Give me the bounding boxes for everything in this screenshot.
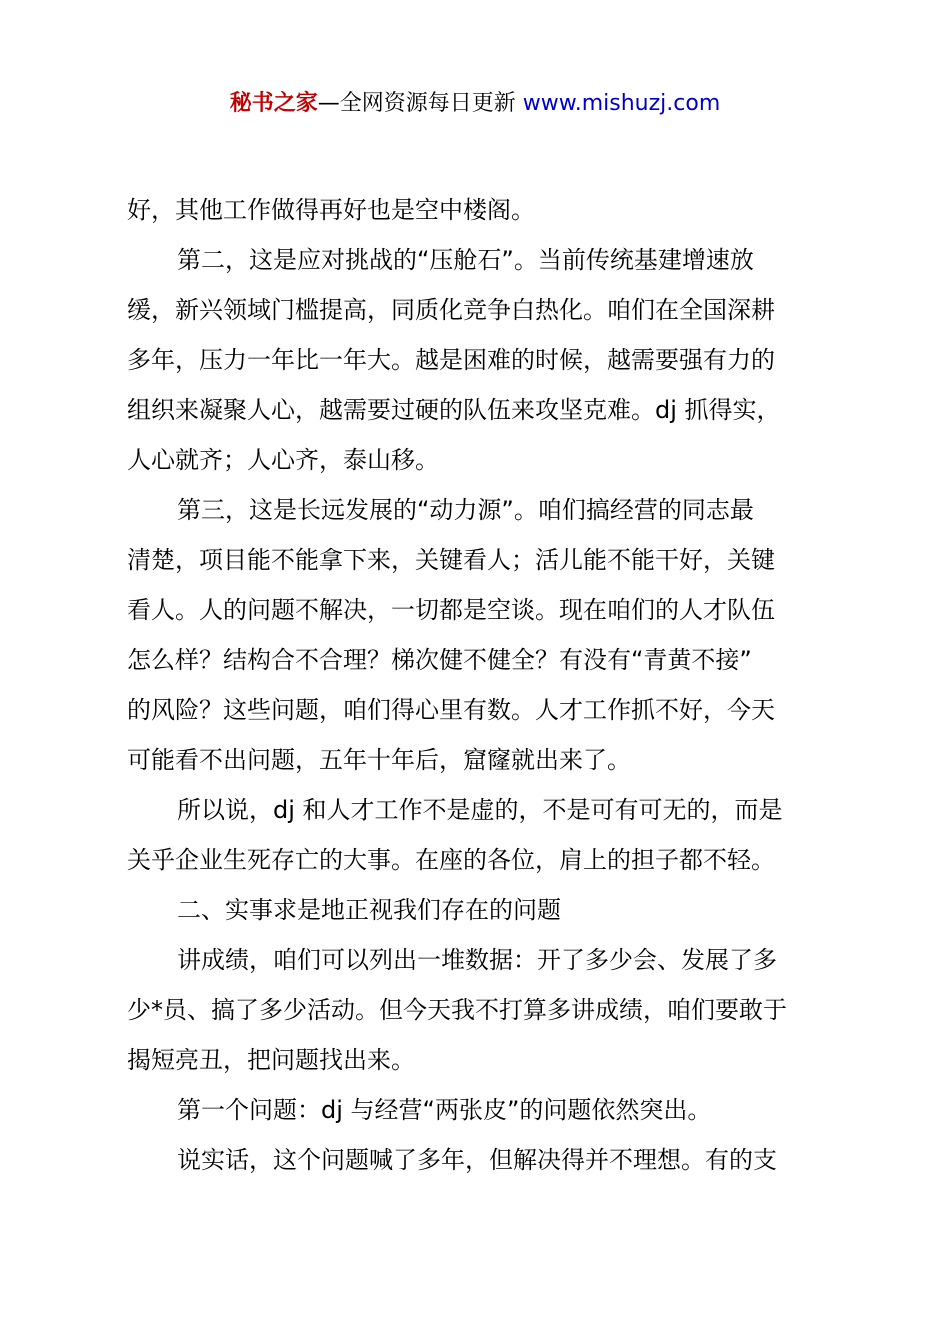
text-line: 多年，压力一年比一年大。越是困难的时候，越需要强有力的 (127, 346, 775, 374)
text-line: 看人。人的问题不解决，一切都是空谈。现在咱们的人才队伍 (127, 596, 775, 624)
text-line: 怎么样？结构合不合理？梯次健不健全？有没有“青黄不接” (127, 646, 752, 674)
text-line: 第二，这是应对挑战的“压舱石”。当前传统基建增速放 (177, 246, 754, 274)
text-line: 讲成绩，咱们可以列出一堆数据：开了多少会、发展了多 (177, 946, 777, 974)
text-line: 揭短亮丑，把问题找出来。 (127, 1046, 415, 1074)
text-line: 组织来凝聚人心，越需要过硬的队伍来攻坚克难。dj 抓得实， (127, 396, 781, 424)
text-line: 少*员、搞了多少活动。但今天我不打算多讲成绩，咱们要敢于 (127, 996, 787, 1024)
document-body (127, 185, 847, 1185)
text-line: 二、实事求是地正视我们存在的问题 (177, 896, 561, 924)
text-line: 的风险？这些问题，咱们得心里有数。人才工作抓不好，今天 (127, 696, 775, 724)
website-link[interactable]: www.mishuzj.com (522, 91, 721, 116)
text-line: 所以说，dj 和人才工作不是虚的，不是可有可无的，而是 (177, 796, 783, 824)
text-line: 人心就齐；人心齐，泰山移。 (127, 446, 439, 474)
text-line: 关乎企业生死存亡的大事。在座的各位，肩上的担子都不轻。 (127, 846, 775, 874)
text-line: 清楚，项目能不能拿下来，关键看人；活儿能不能干好，关键 (127, 546, 775, 574)
text-line: 可能看不出问题，五年十年后，窟窿就出来了。 (127, 746, 631, 774)
text-line: 第三，这是长远发展的“动力源”。咱们搞经营的同志最 (177, 496, 754, 524)
text-line: 缓，新兴领域门槛提高，同质化竞争白热化。咱们在全国深耕 (127, 296, 775, 324)
page-header (0, 88, 950, 120)
brand-name: 秘书之家 (229, 91, 318, 116)
text-line: 好，其他工作做得再好也是空中楼阁。 (127, 196, 535, 224)
header-tagline: —全网资源每日更新 (317, 91, 523, 116)
text-line: 说实话，这个问题喊了多年，但解决得并不理想。有的支 (177, 1146, 777, 1174)
text-line: 第一个问题：dj 与经营“两张皮”的问题依然突出。 (177, 1096, 712, 1124)
